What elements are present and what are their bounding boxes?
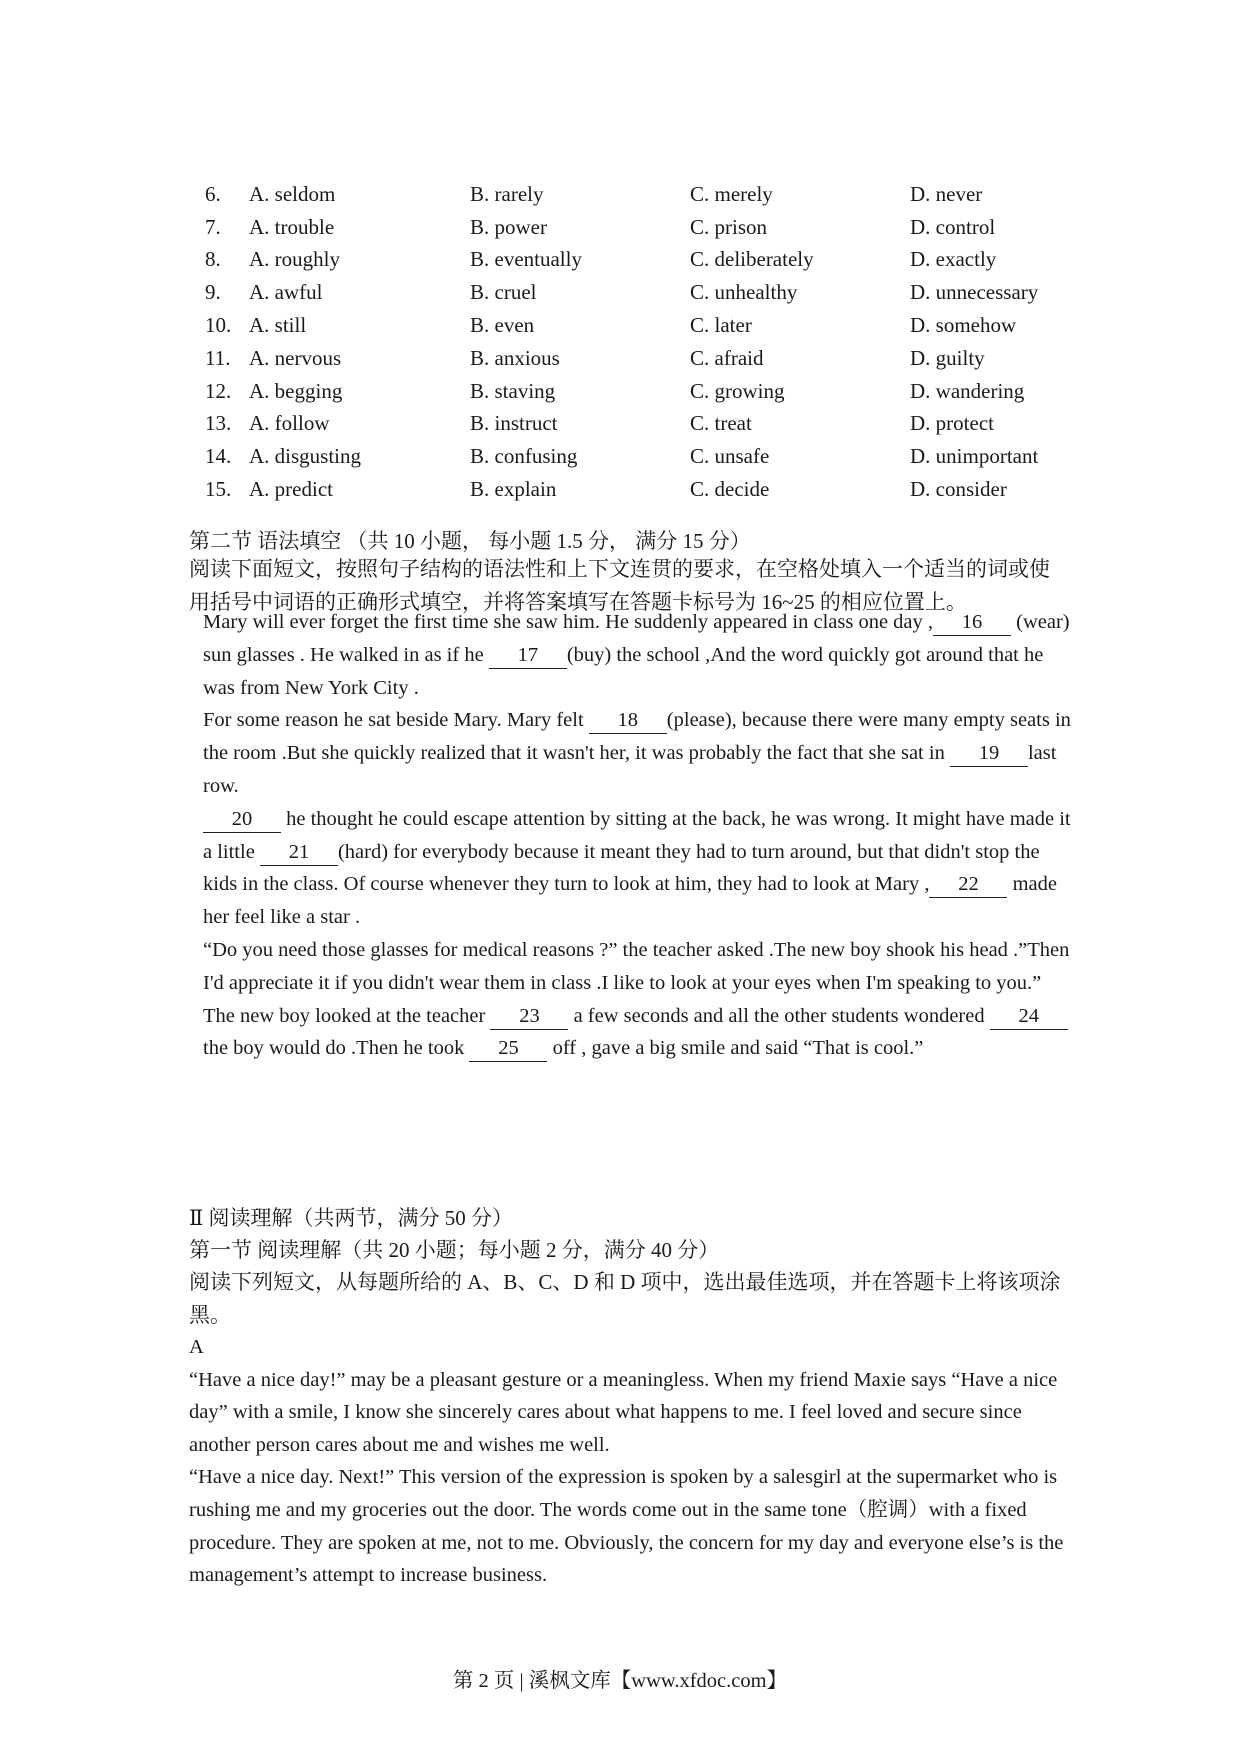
reading-paragraph: “Have a nice day!” may be a pleasant gesture or a meaningless. When my friend Maxie says “Have a nice day” with a smile, I know she sincerely cares about what happens to me. I feel loved and secure since another person cares about me and wishes me well. xyxy=(189,1368,1058,1456)
passage-text: Mary will ever forget the first time she saw him. He suddenly appeared in class one day , xyxy=(203,611,934,633)
question-number: 15. xyxy=(205,477,232,502)
option-d[interactable]: D. unnecessary xyxy=(910,280,1039,305)
passage-text: (please), because there were many empty seats in the room .But she quickly realized that it wasn't her, it was probably the fact that she sat in xyxy=(203,709,1071,765)
blank-17[interactable]: 17 xyxy=(489,642,567,669)
blank-18[interactable]: 18 xyxy=(589,707,667,734)
option-c[interactable]: C. prison xyxy=(690,214,768,239)
blank-23[interactable]: 23 xyxy=(490,1003,568,1030)
option-d[interactable]: D. control xyxy=(910,214,996,239)
option-row xyxy=(205,309,1105,342)
reading-passage-a xyxy=(189,1331,1069,1592)
passage-text: off , gave a big smile and said “That is cool.” xyxy=(547,1037,924,1060)
question-number: 9. xyxy=(205,280,221,305)
option-a[interactable]: A. trouble xyxy=(249,214,335,239)
option-d[interactable]: D. guilty xyxy=(910,345,985,370)
option-b[interactable]: B. anxious xyxy=(470,345,560,370)
option-b[interactable]: B. cruel xyxy=(470,280,537,305)
option-b[interactable]: B. explain xyxy=(470,477,557,502)
passage-text: (buy) the school ,And the word quickly got around that he was from New York City . xyxy=(203,643,1044,699)
option-d[interactable]: D. exactly xyxy=(910,247,997,272)
question-number: 7. xyxy=(205,214,221,239)
option-c[interactable]: C. later xyxy=(690,313,752,338)
passage-paragraph xyxy=(203,934,1073,1065)
page-footer: 第 2 页 | 溪枫文库【www.xfdoc.com】 xyxy=(452,1670,788,1692)
question-number: 14. xyxy=(205,444,232,469)
passage-paragraph xyxy=(203,803,1073,934)
passage-text: last row. xyxy=(203,742,1057,797)
passage-text: a few seconds and all the other students wondered xyxy=(568,1004,990,1027)
part2-subheading: 第一节 阅读理解（共 20 小题；每小题 2 分，满分 40 分） xyxy=(189,1238,720,1262)
grammar-passage xyxy=(203,606,1073,1065)
section2-instructions: 阅读下面短文，按照句子结构的语法性和上下文连贯的要求，在空格处填入一个适当的词或使用括号中词语的正确形式填空，并将答案填写在答题卡标号为 16~25 的相应位置上。 xyxy=(189,557,1050,614)
blank-25[interactable]: 25 xyxy=(469,1035,547,1062)
passage-text: (wear) sun glasses . He walked in as if he xyxy=(203,611,1070,666)
option-c[interactable]: C. unsafe xyxy=(690,444,770,469)
option-row xyxy=(205,211,1105,244)
option-row xyxy=(205,408,1105,441)
option-c[interactable]: C. merely xyxy=(690,181,773,206)
option-a[interactable]: A. awful xyxy=(249,280,323,305)
option-b[interactable]: B. confusing xyxy=(470,444,578,469)
question-number: 11. xyxy=(205,345,231,370)
option-a[interactable]: A. still xyxy=(249,313,307,338)
option-c[interactable]: C. afraid xyxy=(690,345,764,370)
blank-24[interactable]: 24 xyxy=(990,1003,1068,1030)
passage-text: the boy would do .Then he took xyxy=(203,1037,470,1060)
option-a[interactable]: A. predict xyxy=(249,477,333,502)
blank-21[interactable]: 21 xyxy=(260,839,338,866)
question-number: 10. xyxy=(205,313,232,338)
part2-heading: Ⅱ 阅读理解（共两节，满分 50 分） xyxy=(189,1206,514,1230)
option-c[interactable]: C. decide xyxy=(690,477,770,502)
option-b[interactable]: B. power xyxy=(470,214,547,239)
option-c[interactable]: C. deliberately xyxy=(690,247,814,272)
option-row xyxy=(205,440,1105,473)
option-c[interactable]: C. unhealthy xyxy=(690,280,798,305)
option-d[interactable]: D. consider xyxy=(910,477,1007,502)
option-d[interactable]: D. somehow xyxy=(910,313,1017,338)
option-a[interactable]: A. seldom xyxy=(249,181,336,206)
passage-text: For some reason he sat beside Mary. Mary felt xyxy=(203,709,589,732)
option-c[interactable]: C. treat xyxy=(690,411,752,436)
question-number: 12. xyxy=(205,378,232,403)
option-d[interactable]: D. protect xyxy=(910,411,994,436)
blank-22[interactable]: 22 xyxy=(929,871,1007,898)
option-b[interactable]: B. eventually xyxy=(470,247,582,272)
passage-text: (hard) for everybody because it meant they had to turn around, but that didn't stop the kids in the class. Of course whenever they turn to look at him, they had to look at Mary , xyxy=(203,840,1040,896)
question-number: 8. xyxy=(205,247,221,272)
option-b[interactable]: B. staving xyxy=(470,378,556,403)
option-b[interactable]: B. rarely xyxy=(470,181,544,206)
question-number: 6. xyxy=(205,181,221,206)
option-d[interactable]: D. wandering xyxy=(910,378,1025,403)
part2-instructions: 阅读下列短文，从每题所给的 A、B、C、D 和 D 项中，选出最佳选项，并在答题卡上将该项涂黑。 xyxy=(189,1270,1061,1327)
option-row xyxy=(205,473,1105,506)
section2-heading: 第二节 语法填空 （共 10 小题， 每小题 1.5 分， 满分 15 分） xyxy=(189,529,751,553)
blank-19[interactable]: 19 xyxy=(950,740,1028,767)
option-b[interactable]: B. instruct xyxy=(470,411,558,436)
option-d[interactable]: D. unimportant xyxy=(910,444,1039,469)
option-d[interactable]: D. never xyxy=(910,181,983,206)
blank-16[interactable]: 16 xyxy=(933,609,1011,636)
option-row xyxy=(205,276,1105,309)
question-number: 13. xyxy=(205,411,232,436)
passage-label: A xyxy=(189,1336,204,1358)
option-c[interactable]: C. growing xyxy=(690,378,785,403)
option-row xyxy=(205,375,1105,408)
reading-paragraph: “Have a nice day. Next!” This version of the expression is spoken by a salesgirl at the supermarket who is rushing me and my groceries out the door. The words come out in the same tone（腔调）with a fixed procedure. They are spoken at me, not to me. Obviously, the concern for my day and everyone else’s is the management’s attempt to increase business. xyxy=(189,1466,1064,1587)
blank-20[interactable]: 20 xyxy=(203,806,281,833)
option-a[interactable]: A. disgusting xyxy=(249,444,362,469)
passage-paragraph xyxy=(203,704,1073,802)
option-a[interactable]: A. follow xyxy=(249,411,330,436)
option-row xyxy=(205,178,1105,211)
option-b[interactable]: B. even xyxy=(470,313,535,338)
option-a[interactable]: A. begging xyxy=(249,378,343,403)
passage-paragraph xyxy=(203,606,1073,704)
passage-text: “Do you need those glasses for medical reasons ?” the teacher asked .The new boy shook his head .”Then I'd appreciate it if you didn't wear them in class .I like to look at your eyes when I'm speaking to you.” The new boy looked at the teacher xyxy=(203,938,1070,1027)
options-table xyxy=(205,178,1105,506)
option-a[interactable]: A. nervous xyxy=(249,345,342,370)
option-row xyxy=(205,342,1105,375)
passage-text: he thought he could escape attention by sitting at the back, he was wrong. It might have made it a little xyxy=(203,807,1071,863)
option-a[interactable]: A. roughly xyxy=(249,247,340,272)
option-row xyxy=(205,244,1105,277)
passage-text: made her feel like a star . xyxy=(203,873,1057,929)
